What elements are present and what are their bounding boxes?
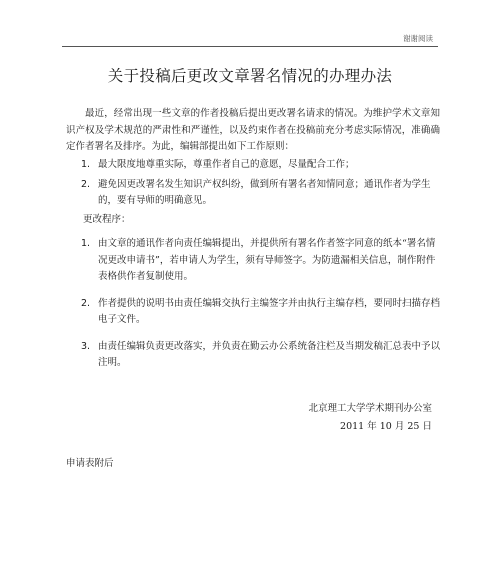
procedure-item xyxy=(81,296,441,329)
signature-date: 2011 年 10 月 25 日 xyxy=(340,421,432,432)
procedure-text: 由责任编辑负责更改落实，并负责在勤云办公系统备注栏及当期发稿汇总表中予以注明。 xyxy=(98,340,441,368)
principle-item xyxy=(81,177,441,210)
header-note: 谢谢阅读 xyxy=(403,34,433,43)
procedure-label: 更改程序： xyxy=(83,214,131,225)
procedure-list xyxy=(81,236,441,372)
document-title: 关于投稿后更改文章署名情况的办理办法 xyxy=(107,67,393,85)
procedure-item xyxy=(81,236,441,286)
principle-text: 避免因更改署名发生知识产权纠纷，做到所有署名者知情同意；通讯作者为学生的，要有导师的明确意见。 xyxy=(98,178,431,206)
principles-list xyxy=(81,157,441,210)
procedure-number: 1. xyxy=(81,238,91,249)
procedure-text: 由文章的通讯作者向责任编辑提出，并提供所有署名作者签字同意的纸本“署名情况更改申请书”，若申请人为学生，须有导师签字。为防遗漏相关信息，制作附件表格供作者复制使用。 xyxy=(98,238,436,282)
principle-item xyxy=(81,157,441,174)
principle-number: 2. xyxy=(81,178,91,190)
signature-org: 北京理工大学学术期刊办公室 xyxy=(308,403,432,414)
procedure-number: 3. xyxy=(81,340,91,352)
procedure-number: 2. xyxy=(81,297,91,309)
procedure-text: 作者提供的说明书由责任编辑交执行主编签字并由执行主编存档，要同时扫描存档电子文件。 xyxy=(98,297,441,325)
attachment-note: 申请表附后 xyxy=(66,458,114,469)
principle-text: 最大限度地尊重实际，尊重作者自己的意愿，尽量配合工作； xyxy=(98,159,355,170)
intro-paragraph: 最近，经常出现一些文章的作者投稿后提出更改署名请求的情况。为维护学术文章知识产权及学术规范的严肃性和严谨性，以及约束作者在投稿前充分考虑实际情况，准确确定作者署名及排序。为此，编辑部提出如下工作原则： xyxy=(66,108,440,152)
header-divider xyxy=(62,46,438,47)
procedure-item xyxy=(81,339,441,372)
principle-number: 1. xyxy=(81,159,91,170)
